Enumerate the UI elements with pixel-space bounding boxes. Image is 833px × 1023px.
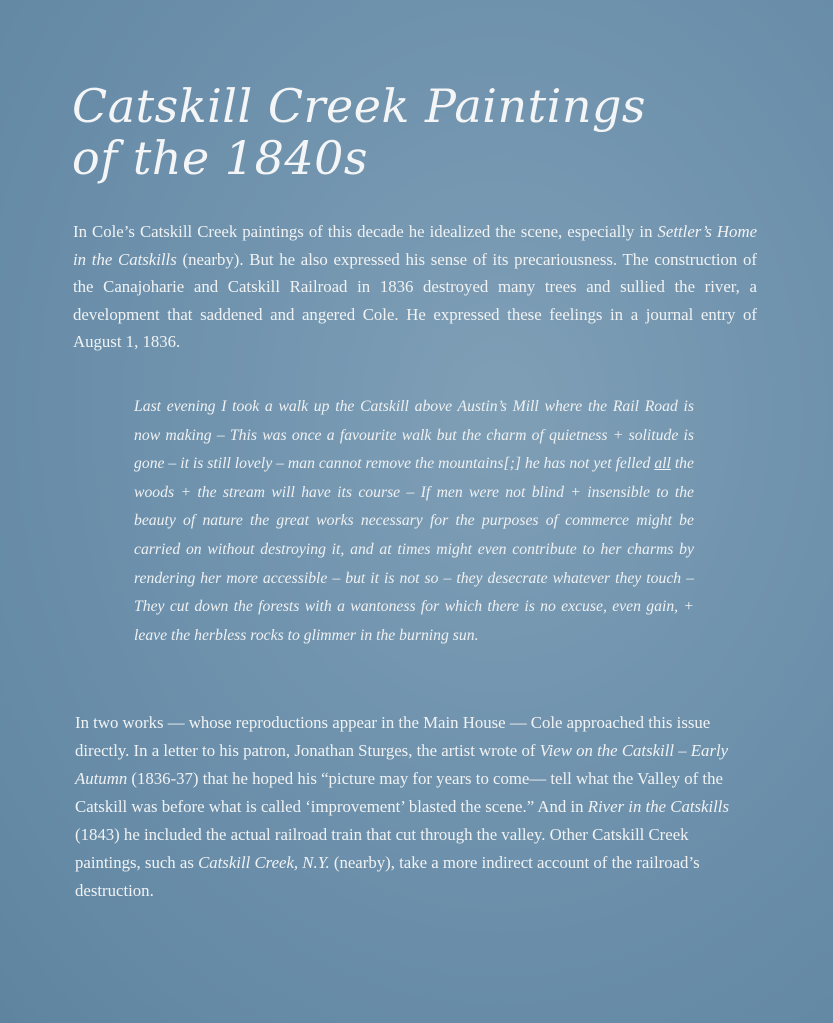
closing-text-3: (1843) he included the actual railroad train that cut through the valley. Other Catskill Creek paintings, such as bbox=[75, 825, 689, 872]
intro-paragraph bbox=[73, 218, 757, 356]
intro-text-2: (nearby). But he also expressed his sense of its precariousness. The construction of the Canajoharie and Catskill Railroad in 1836 destroyed many trees and sullied the river, a development that saddened and angered Cole. He expressed these feelings in a journal entry of August 1, 1836. bbox=[73, 249, 758, 351]
closing-text-1: In two works — whose reproductions appear in the Main House — Cole approached this issue directly. In a letter to his patron, Jonathan Sturges, the artist wrote of bbox=[75, 713, 711, 760]
intro-text-1: In Cole’s Catskill Creek paintings of this decade he idealized the scene, especially in bbox=[73, 222, 658, 241]
closing-work-title-2: River in the Catskills bbox=[587, 797, 729, 816]
panel-title bbox=[72, 80, 646, 184]
panel-title-line-1: Catskill Creek Paintings bbox=[72, 79, 646, 133]
panel-title-line-2: of the 1840s bbox=[72, 131, 368, 185]
intro-work-title: Settler’s Home in the Catskills bbox=[73, 222, 758, 269]
closing-work-title-3: Catskill Creek, N.Y. bbox=[198, 853, 330, 872]
quote-text-1: Last evening I took a walk up the Catskill above Austin’s Mill where the Rail Road is now making – This was once a favourite walk but the charm of quietness + solitude is gone – it is still lovely – man cannot remove the mountains[;] he has not yet felled bbox=[134, 398, 694, 473]
closing-text-2: (1836-37) that he hoped his “picture may for years to come— tell what the Valley of the Catskill was before what is called ‘improvement’ blasted the scene.” And in bbox=[75, 769, 723, 816]
closing-work-title-1: View on the Catskill – Early Autumn bbox=[75, 741, 729, 788]
closing-paragraph bbox=[75, 709, 757, 905]
closing-text-4: (nearby), take a more indirect account of the railroad’s destruction. bbox=[75, 853, 700, 900]
quote-text-2: the woods + the stream will have its course – If men were not blind + insensible to the beauty of nature the great works necessary for the purposes of commerce might be carried on without destroying it, and at times might even contribute to her charms by rendering her more accessible – but it is not so – they desecrate whatever they touch – They cut down the forests with a wantoness for which there is no excuse, even gain, + leave the herbless rocks to glimmer in the burning sun. bbox=[134, 455, 694, 644]
journal-quote bbox=[134, 393, 694, 650]
quote-emphasis: all bbox=[654, 455, 671, 473]
